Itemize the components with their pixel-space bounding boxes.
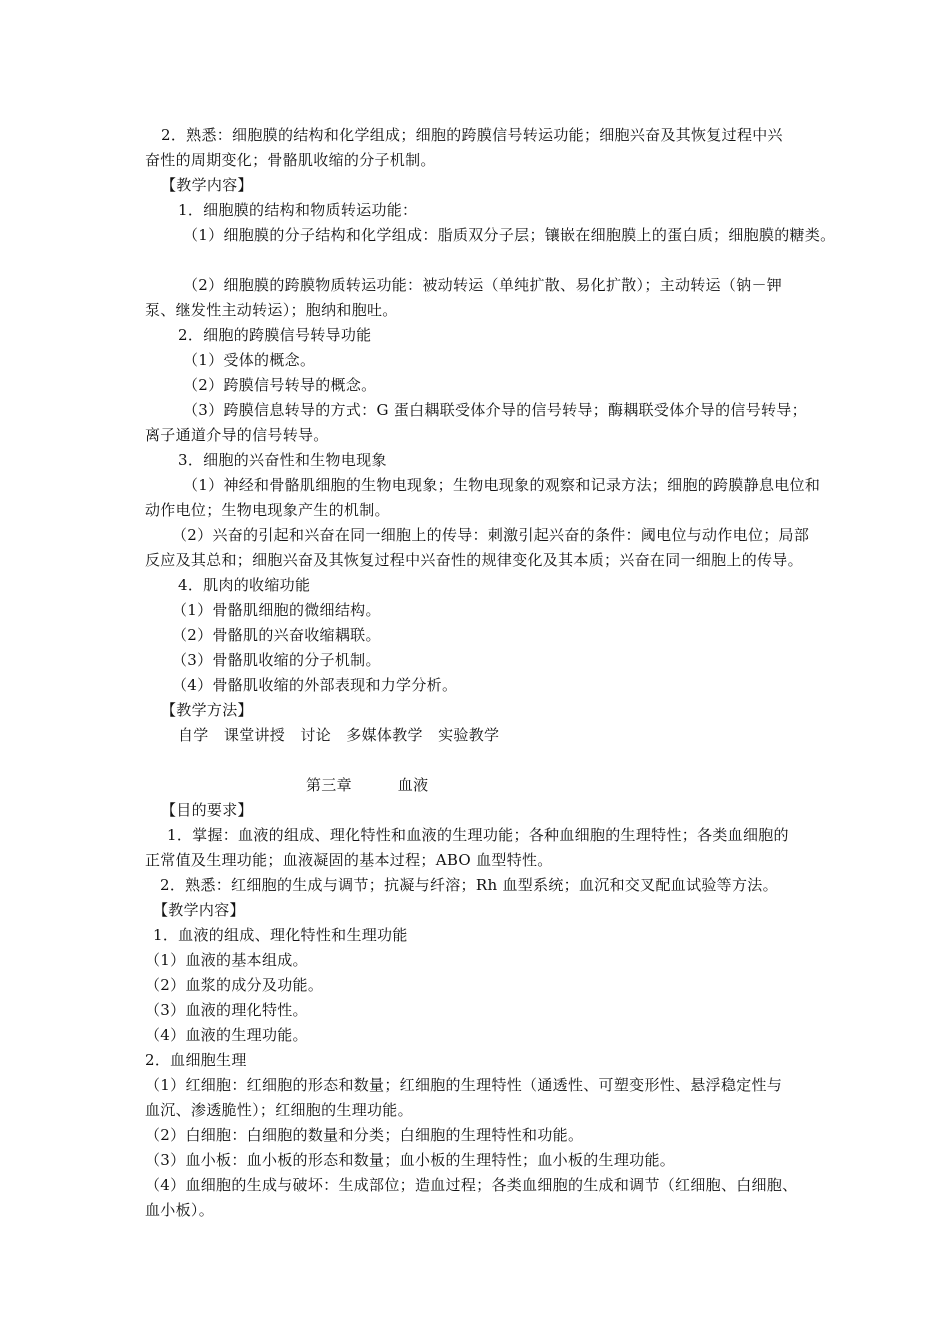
text-line: （2）兴奋的引起和兴奋在同一细胞上的传导：刺激引起兴奋的条件：阈电位与动作电位；局部 [172, 526, 810, 544]
text-line: （4）血液的生理功能。 [145, 1026, 308, 1044]
text-line: 1．细胞膜的结构和物质转运功能： [178, 201, 418, 219]
chapter-title: 第三章 血液 [306, 776, 429, 794]
section-heading: 【目的要求】 [161, 801, 253, 819]
text-line: （4）骨骼肌收缩的外部表现和力学分析。 [172, 676, 458, 694]
text-line: （2）白细胞：白细胞的数量和分类；白细胞的生理特性和功能。 [145, 1126, 584, 1144]
text-line: 泵、继发性主动转运）；胞纳和胞吐。 [145, 301, 398, 319]
text-line: （2）跨膜信号转导的概念。 [183, 376, 377, 394]
text-line: （1）受体的概念。 [183, 351, 316, 369]
text-line: 2．细胞的跨膜信号转导功能 [178, 326, 372, 344]
text-line: 自学 课堂讲授 讨论 多媒体教学 实验教学 [178, 726, 500, 744]
text-line: （1）红细胞：红细胞的形态和数量；红细胞的生理特性（通透性、可塑变形性、悬浮稳定性与 [145, 1076, 783, 1094]
text-line: 3．细胞的兴奋性和生物电现象 [178, 451, 387, 469]
section-heading: 【教学内容】 [161, 176, 253, 194]
text-line: （2）细胞膜的跨膜物质转运功能：被动转运（单纯扩散、易化扩散）；主动转运（钠－钾 [183, 276, 783, 294]
text-line: （3）跨膜信息转导的方式：G 蛋白耦联受体介导的信号转导；酶耦联受体介导的信号转导； [183, 401, 807, 419]
section-heading: 【教学方法】 [161, 701, 253, 719]
text-line: （1）神经和骨骼肌细胞的生物电现象；生物电现象的观察和记录方法；细胞的跨膜静息电位和 [183, 476, 821, 494]
text-line: 2．熟悉：红细胞的生成与调节；抗凝与纤溶；Rh 血型系统；血沉和交叉配血试验等方法。 [160, 876, 778, 894]
text-line: 1．血液的组成、理化特性和生理功能 [153, 926, 408, 944]
text-line: 离子通道介导的信号转导。 [145, 426, 329, 444]
text-line: 1．掌握：血液的组成、理化特性和血液的生理功能；各种血细胞的生理特性；各类血细胞的 [167, 826, 789, 844]
text-line: 血沉、渗透脆性）；红细胞的生理功能。 [145, 1101, 413, 1119]
text-line: （1）细胞膜的分子结构和化学组成：脂质双分子层；镶嵌在细胞膜上的蛋白质；细胞膜的糖类。 [183, 226, 836, 244]
text-line: （2）血浆的成分及功能。 [145, 976, 324, 994]
text-line: （3）血小板：血小板的形态和数量；血小板的生理特性；血小板的生理功能。 [145, 1151, 676, 1169]
text-line: 奋性的周期变化；骨骼肌收缩的分子机制。 [145, 151, 436, 169]
text-line: （3）血液的理化特性。 [145, 1001, 308, 1019]
text-line: （1）血液的基本组成。 [145, 951, 308, 969]
text-line: 4．肌肉的收缩功能 [178, 576, 311, 594]
text-line: 2．血细胞生理 [145, 1051, 247, 1069]
text-line: 正常值及生理功能；血液凝固的基本过程；ABO 血型特性。 [145, 851, 553, 869]
section-heading: 【教学内容】 [153, 901, 245, 919]
text-line: （1）骨骼肌细胞的微细结构。 [172, 601, 381, 619]
text-line: （4）血细胞的生成与破坏：生成部位；造血过程；各类血细胞的生成和调节（红细胞、白细胞、 [145, 1176, 798, 1194]
text-line: 动作电位；生物电现象产生的机制。 [145, 501, 390, 519]
text-line: （3）骨骼肌收缩的分子机制。 [172, 651, 381, 669]
text-line: 2．熟悉：细胞膜的结构和化学组成；细胞的跨膜信号转运功能；细胞兴奋及其恢复过程中兴 [161, 126, 783, 144]
text-line: 血小板）。 [145, 1201, 215, 1219]
text-line: （2）骨骼肌的兴奋收缩耦联。 [172, 626, 381, 644]
text-line: 反应及其总和；细胞兴奋及其恢复过程中兴奋性的规律变化及其本质；兴奋在同一细胞上的传导。 [145, 551, 803, 569]
